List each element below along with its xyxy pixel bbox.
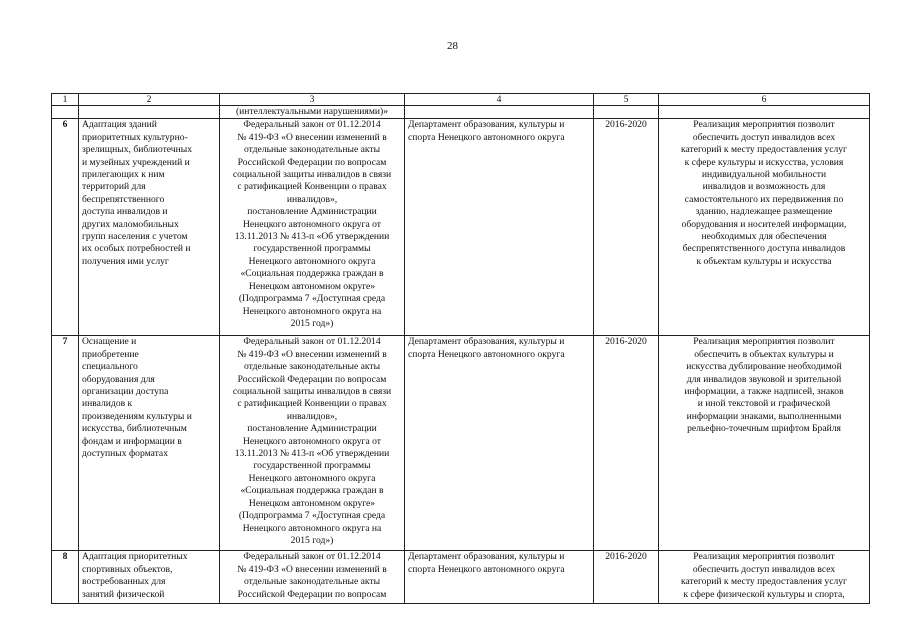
- legal-basis-cell: Федеральный закон от 01.12.2014 № 419-ФЗ «О внесении изменений в отдельные законодательные акты Российской Федерации по вопросам социальной защиты инвалидов в связи с ратификацией Конвенции о правах инвалидов», постановление Администрации Ненецкого автономного округа от 13.11.2013 № 413-п «Об утверждении государственной программы Ненецкого автономного округа «Социальная поддержка граждан в Ненецком автономном округе» (Подпрограмма 7 «Доступная среда Ненецкого автономного округа на 2015 год»): [220, 336, 405, 551]
- expected-result-cell: Реализация мероприятия позволит обеспечить доступ инвалидов всех категорий к месту предоставления услуг к сфере культуры и искусства, условия индивидуальной мобильности инвалидов и возможность для самостоятельного их передвижения по зданию, надлежащее размещение оборудования и носителей информации, необходимых для обеспечения беспрепятственного доступа инвалидов к объектам культуры и искусства: [659, 119, 870, 336]
- measure-name-cell: [79, 106, 220, 119]
- row-number-cell: [52, 106, 79, 119]
- column-header: 1: [52, 94, 79, 106]
- table-row: [52, 551, 870, 604]
- legal-basis-cell: Федеральный закон от 01.12.2014 № 419-ФЗ «О внесении изменений в отдельные законодательные акты Российской Федерации по вопросам социальной защиты инвалидов в связи с ратификацией Конвенции о правах инвалидов», постановление Администрации Ненецкого автономного округа от 13.11.2013 № 413-п «Об утверждении государственной программы Ненецкого автономного округа «Социальная поддержка граждан в Ненецком автономном округе» (Подпрограмма 7 «Доступная среда Ненецкого автономного округа на 2015 год»): [220, 119, 405, 336]
- table-row: [52, 119, 870, 336]
- table-row: [52, 336, 870, 551]
- period-cell: 2016-2020: [594, 551, 659, 604]
- period-cell: 2016-2020: [594, 119, 659, 336]
- column-header: 6: [659, 94, 870, 106]
- responsible-department-cell: Департамент образования, культуры и спорта Ненецкого автономного округа: [405, 336, 594, 551]
- table-row-continuation: [52, 106, 870, 119]
- column-header: 3: [220, 94, 405, 106]
- measure-name-cell: Оснащение и приобретение специального оборудования для организации доступа инвалидов к произведениям культуры и искусства, библиотечным фондам и информации в доступных форматах: [79, 336, 220, 551]
- row-number-cell: 7: [52, 336, 79, 551]
- legal-basis-cell: (интеллектуальными нарушениями)»: [220, 106, 405, 119]
- legal-basis-cell: Федеральный закон от 01.12.2014 № 419-ФЗ «О внесении изменений в отдельные законодательные акты Российской Федерации по вопросам: [220, 551, 405, 604]
- expected-result-cell: [659, 106, 870, 119]
- page-number: 28: [447, 40, 458, 52]
- responsible-department-cell: [405, 106, 594, 119]
- column-header: 4: [405, 94, 594, 106]
- column-header: 5: [594, 94, 659, 106]
- measure-name-cell: Адаптация приоритетных спортивных объектов, востребованных для занятий физической: [79, 551, 220, 604]
- column-header: 2: [79, 94, 220, 106]
- row-number-cell: 8: [52, 551, 79, 604]
- responsible-department-cell: Департамент образования, культуры и спорта Ненецкого автономного округа: [405, 551, 594, 604]
- period-cell: 2016-2020: [594, 336, 659, 551]
- measures-table: [51, 93, 870, 604]
- column-number-row: [52, 94, 870, 106]
- expected-result-cell: Реализация мероприятия позволит обеспечить в объектах культуры и искусства дублирование необходимой для инвалидов звуковой и зрительной информации, а также надписей, знаков и иной текстовой и графической информации знаками, выполненными рельефно-точечным шрифтом Брайля: [659, 336, 870, 551]
- responsible-department-cell: Департамент образования, культуры и спорта Ненецкого автономного округа: [405, 119, 594, 336]
- period-cell: [594, 106, 659, 119]
- row-number-cell: 6: [52, 119, 79, 336]
- measure-name-cell: Адаптация зданий приоритетных культурно- зрелищных, библиотечных и музейных учреждений и прилегающих к ним территорий для беспрепятственного доступа инвалидов и других маломобильных групп населения с учетом их особых потребностей и получения ими услуг: [79, 119, 220, 336]
- expected-result-cell: Реализация мероприятия позволит обеспечить доступ инвалидов всех категорий к месту предоставления услуг к сфере физической культуры и спорта,: [659, 551, 870, 604]
